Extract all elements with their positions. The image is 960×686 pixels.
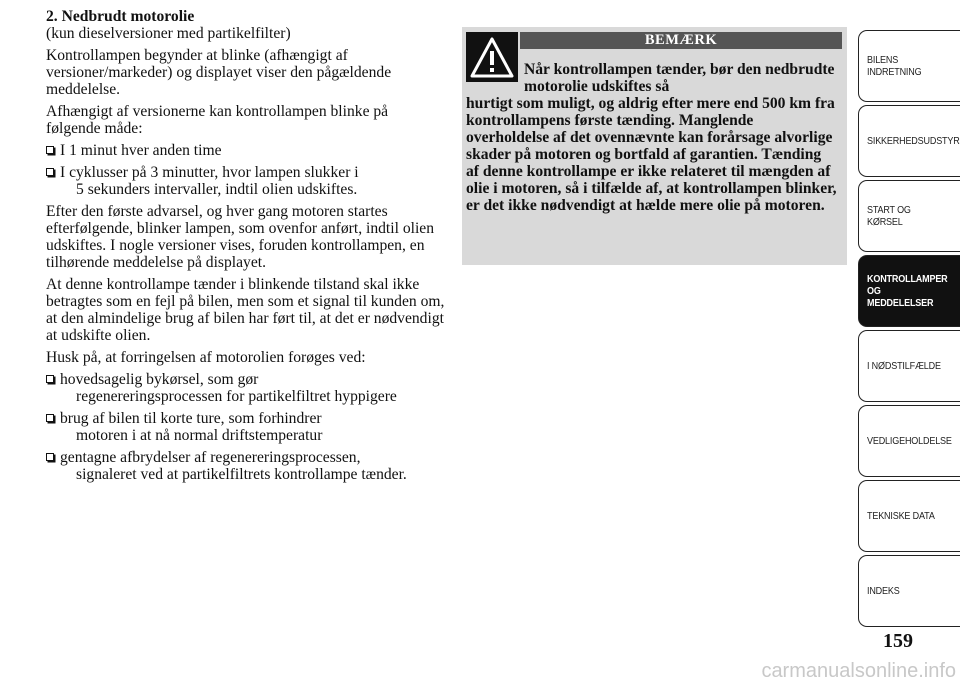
checkbox-bullet-icon (46, 168, 58, 202)
list-item (46, 142, 446, 159)
chapter-tabs (858, 30, 960, 620)
tab-kontrollamper[interactable] (858, 255, 960, 327)
list-item (46, 410, 446, 444)
tab-indeks[interactable] (858, 555, 960, 627)
list-item-text-cont: motoren i at nå normal driftstemperatur (76, 427, 323, 444)
paragraph-5: Husk på, at forringelsen af motorolien forøges ved: (46, 349, 366, 366)
note-header: BEMÆRK (520, 32, 842, 49)
tab-tekniske-data[interactable] (858, 480, 960, 552)
tab-bilens-indretning[interactable] (858, 30, 960, 102)
list-item-text: brug af bilen til korte ture, som forhindrer (60, 410, 322, 427)
list-item-text: hovedsagelig bykørsel, som gør (60, 371, 259, 388)
paragraph-2: Afhængigt af versionerne kan kontrollampen blinke på følgende måde: (46, 103, 389, 137)
tab-label: TEKNISKE DATA (867, 510, 935, 522)
note-text (466, 61, 838, 214)
paragraph-1: Kontrollampen begynder at blinke (afhængigt af versioner/markeder) og displayet viser den pågældende meddelelse. (46, 47, 392, 98)
tab-vedligeholdelse[interactable] (858, 405, 960, 477)
checkbox-bullet-icon (46, 453, 58, 487)
list-item-text: I 1 minut hver anden time (60, 142, 222, 159)
tab-label: INDEKS (867, 585, 900, 597)
tab-label: SIKKERHEDSUDSTYR (867, 135, 960, 147)
paragraph-4: At denne kontrollampe tænder i blinkende tilstand skal ikke betragtes som en fejl på bilen, men som et signal til kunden om, at den almindelige brug af bilen har ført til, at det er nødvendigt at udskifte olien. (46, 276, 445, 344)
list-item-text-cont: regenereringsprocessen for partikelfiltret hyppigere (76, 388, 397, 405)
list-item-text: I cyklusser på 3 minutter, hvor lampen slukker i (60, 164, 359, 181)
page-number: 159 (883, 630, 913, 652)
note-text-first: Når kontrollampen tænder, bør den nedbrudte motorolie udskiftes så (524, 61, 835, 95)
paragraph-3: Efter den første advarsel, og hver gang motoren startes efterfølgende, blinker lampen, som ovenfor anført, indtil olien udskiftes. I nogle versioner vises, foruden kontrollampen, en tilhørende meddelelse på displayet. (46, 203, 434, 271)
section-subheading: (kun dieselversioner med partikelfilter) (46, 25, 291, 42)
section-heading: 2. Nedbrudt motorolie (46, 8, 195, 25)
tab-i-nodstilfaelde[interactable] (858, 330, 960, 402)
list-item-text: gentagne afbrydelser af regenereringsprocessen, (60, 449, 361, 466)
tab-label: BILENS INDRETNING (867, 54, 922, 78)
tab-label: I NØDSTILFÆLDE (867, 360, 941, 372)
checkbox-bullet-icon (46, 375, 58, 409)
tab-start-og-korsel[interactable] (858, 180, 960, 252)
list-item (46, 164, 446, 198)
checkbox-bullet-icon (46, 146, 58, 163)
tab-label: KONTROLLAMPER OG MEDDELELSER (867, 273, 948, 309)
main-text-column (46, 8, 446, 488)
list-item-text-cont: signaleret ved at partikelfiltrets kontrollampe tænder. (76, 466, 407, 483)
list-item (46, 449, 446, 483)
tab-label: VEDLIGEHOLDELSE (867, 435, 952, 447)
list-item-text-cont: 5 sekunders intervaller, indtil olien udskiftes. (76, 181, 358, 198)
list-item (46, 371, 446, 405)
tab-label: START OG KØRSEL (867, 204, 911, 228)
footer-watermark: carmanualsonline.info (761, 660, 956, 682)
note-text-rest: hurtigt som muligt, og aldrig efter mere end 500 km fra kontrollampens første tænding. Manglende overholdelse af det ovennævnte kan forårsage alvorlige skader på motoren og bortfald af garantien. Tænding af denne kontrollampe er ikke relateret til mængden af olie i motoren, så i tilfælde af, at kontrollampen blinker, er det ikke nødvendigt at hælde mere olie på motoren. (466, 95, 837, 214)
checkbox-bullet-icon (46, 414, 58, 448)
tab-sikkerhedsudstyr[interactable] (858, 105, 960, 177)
